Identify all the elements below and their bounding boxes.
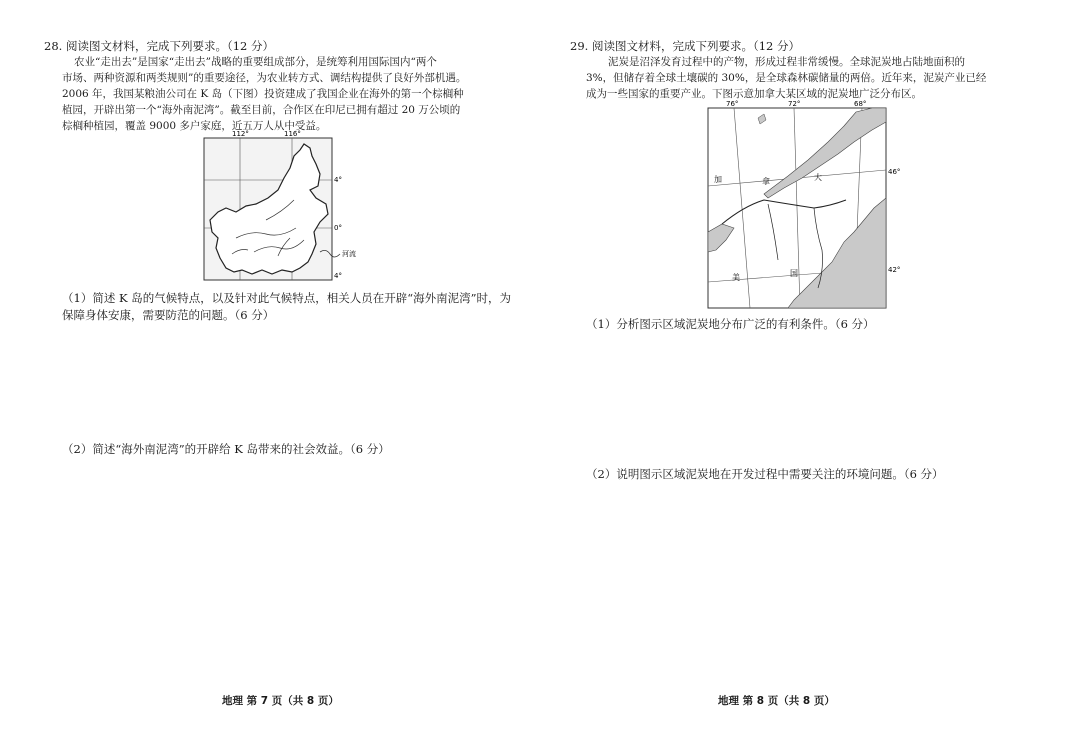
material-line: 泥炭是沼泽发育过程中的产物，形成过程非常缓慢。全球泥炭地占陆地面积的 — [608, 56, 965, 68]
lon-label: 72° — [788, 100, 801, 108]
question-29-header: 29. 阅读图文材料，完成下列要求。（12 分） — [570, 39, 800, 53]
question-29-sub1 — [586, 316, 1056, 333]
lon-label: 68° — [854, 100, 867, 108]
material-line: 成为一些国家的重要产业。下图示意加拿大某区域的泥炭地广泛分布区。 — [586, 88, 922, 100]
sub1-line: （1）分析图示区域泥炭地分布广泛的有利条件。（6 分） — [586, 317, 875, 331]
sub1-line: 保障身体安康，需要防范的问题。（6 分） — [62, 308, 275, 322]
material-line: 植园，开辟出第一个“海外南泥湾”。截至目前，合作区在印尼已拥有超过 20 万公顷的 — [62, 104, 461, 116]
material-line: 市场、两种资源和两类规则”的重要途径，为农业转方式、调结构提供了良好外部机遇。 — [62, 72, 467, 84]
question-28-material — [62, 54, 512, 134]
question-28-sub1 — [62, 290, 522, 324]
country-label-char: 大 — [814, 173, 822, 182]
material-line: 2006 年，我国某粮油公司在 K 岛（下图）投资建成了我国企业在海外的第一个棕榈种 — [62, 88, 464, 100]
lat-label: 46° — [888, 168, 901, 176]
page-8 — [540, 0, 1080, 749]
country-label-char: 国 — [790, 269, 798, 278]
page-footer: 地理 第 7 页（共 8 页） — [222, 695, 339, 707]
sub2-line: （2）说明图示区域泥炭地在开发过程中需要关注的环境问题。（6 分） — [586, 467, 944, 481]
lon-label: 76° — [726, 100, 739, 108]
question-29-sub2 — [586, 466, 1056, 483]
material-line: 3%，但储存着全球土壤碳的 30%，是全球森林碳储量的两倍。近年来，泥炭产业已经 — [586, 72, 987, 84]
question-29-material — [586, 54, 1046, 102]
lon-label: 112° — [232, 130, 249, 138]
lat-label: 4° — [334, 272, 342, 280]
sub2-line: （2）简述“海外南泥湾”的开辟给 K 岛带来的社会效益。（6 分） — [62, 442, 390, 456]
page-footer: 地理 第 8 页（共 8 页） — [718, 695, 835, 707]
lat-label: 42° — [888, 266, 901, 274]
legend-river-label: 河流 — [342, 250, 356, 258]
sub1-line: （1）简述 K 岛的气候特点，以及针对此气候特点，相关人员在开辟“海外南泥湾”时，为 — [62, 291, 511, 305]
k-island-map — [196, 128, 366, 284]
material-line: 棕榈种植园，覆盖 9000 多户家庭，近五万人从中受益。 — [62, 120, 327, 132]
material-line: 农业“走出去”是国家“走出去”战略的重要组成部分，是统筹利用国际国内“两个 — [74, 56, 437, 68]
question-28-sub2 — [62, 441, 522, 458]
question-28-header: 28. 阅读图文材料，完成下列要求。（12 分） — [44, 39, 274, 53]
lat-label: 0° — [334, 224, 342, 232]
lat-label: 4° — [334, 176, 342, 184]
country-label-char: 拿 — [762, 177, 770, 186]
lon-label: 116° — [284, 130, 301, 138]
canada-peatland-map — [704, 100, 904, 312]
country-label-char: 美 — [732, 273, 740, 282]
country-label-char: 加 — [714, 175, 722, 184]
